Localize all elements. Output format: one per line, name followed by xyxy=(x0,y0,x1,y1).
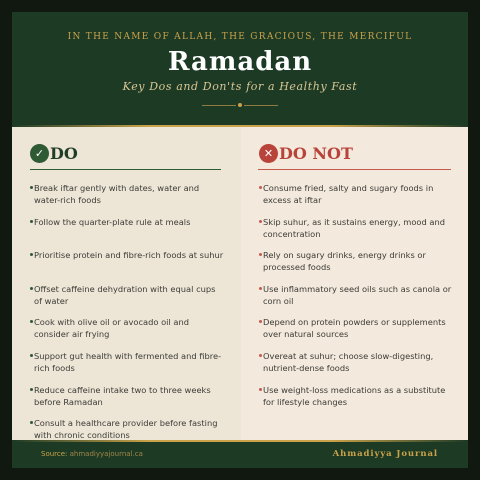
bullet-icon xyxy=(259,354,262,357)
do-list-item xyxy=(30,182,224,216)
dont-list-item xyxy=(259,350,453,384)
bullet-icon xyxy=(30,354,33,357)
do-list-item xyxy=(30,249,224,283)
do-list-item xyxy=(30,350,224,384)
bullet-icon xyxy=(259,253,262,256)
do-item-text: Break iftar gently with dates, water and water-rich foods xyxy=(34,183,200,205)
dont-item-text: Rely on sugary drinks, energy drinks or processed foods xyxy=(263,250,426,273)
bullet-icon xyxy=(30,421,33,424)
dont-heading-rule xyxy=(258,169,451,170)
bullet-icon xyxy=(259,287,262,290)
ornament-divider xyxy=(202,103,278,108)
dont-item-text: Depend on protein powders or supplements over natural sources xyxy=(263,317,446,340)
do-item-text: Consult a healthcare provider before fasting with chronic conditions xyxy=(34,418,218,441)
bullet-icon xyxy=(30,287,33,290)
footer xyxy=(12,442,468,468)
bullet-icon xyxy=(259,388,262,391)
dont-list-item xyxy=(259,283,453,317)
page-subtitle: Key Dos and Don'ts for a Healthy Fast xyxy=(122,80,358,93)
do-heading-label: DO xyxy=(50,144,78,163)
dont-item-text: Overeat at suhur; choose slow-digesting, nutrient-dense foods xyxy=(263,350,434,373)
do-list xyxy=(30,182,224,451)
dont-list-item xyxy=(259,216,453,250)
do-heading-rule xyxy=(30,169,221,170)
dont-list-item xyxy=(259,384,453,418)
infographic-card xyxy=(12,12,468,468)
dont-heading-label: DO NOT xyxy=(279,144,353,163)
dont-list-item xyxy=(259,316,453,350)
do-item-text: Offset caffeine dehydration with equal cups of water xyxy=(34,283,216,306)
dont-item-text: Use inflammatory seed oils such as canola or corn oil xyxy=(263,283,452,306)
do-item-text: Reduce caffeine intake two to three weeks before Ramadan xyxy=(34,384,211,407)
do-item-text: Cook with olive oil or avocado oil and consider air frying xyxy=(34,317,190,340)
dont-list-item xyxy=(259,182,453,216)
source-credit xyxy=(41,450,143,458)
bullet-icon xyxy=(30,388,33,391)
bullet-icon xyxy=(30,253,33,256)
dont-item-text: Use weight-loss medications as a substitute for lifestyle changes xyxy=(263,384,446,407)
bullet-icon xyxy=(259,186,262,189)
do-list-item xyxy=(30,216,224,250)
dont-list xyxy=(259,182,453,417)
bullet-icon xyxy=(30,320,33,323)
ornament-line-right xyxy=(244,105,278,106)
do-list-item xyxy=(30,384,224,418)
ornament-dot xyxy=(238,103,242,107)
page-title: Ramadan xyxy=(167,47,313,77)
check-icon: ✓ xyxy=(30,144,49,163)
bismillah-text: IN THE NAME OF ALLAH, THE GRACIOUS, THE MERCIFUL xyxy=(67,32,413,42)
bullet-icon xyxy=(259,320,262,323)
do-list-item xyxy=(30,283,224,317)
do-column xyxy=(12,127,241,440)
source-link[interactable]: ahmadiyyajournal.ca xyxy=(69,450,143,458)
source-label: Source: xyxy=(41,450,68,458)
ornament-line-left xyxy=(202,105,236,106)
dont-item-text: Skip suhur, as it sustains energy, mood and concentration xyxy=(263,216,446,239)
dont-list-item xyxy=(259,249,453,283)
do-item-text: Follow the quarter-plate rule at meals xyxy=(34,216,191,227)
bullet-icon xyxy=(259,220,262,223)
cross-icon: ✕ xyxy=(259,144,278,163)
content-panel xyxy=(12,127,468,440)
do-item-text: Support gut health with fermented and fibre-rich foods xyxy=(34,350,222,373)
dont-column xyxy=(241,127,468,440)
do-item-text: Prioritise protein and fibre-rich foods at suhur xyxy=(34,250,224,261)
header xyxy=(12,12,468,125)
do-list-item xyxy=(30,316,224,350)
bullet-icon xyxy=(30,186,33,189)
brand-name: Ahmadiyya Journal xyxy=(332,449,438,459)
bullet-icon xyxy=(30,220,33,223)
dont-item-text: Consume fried, salty and sugary foods in excess at iftar xyxy=(263,183,434,205)
